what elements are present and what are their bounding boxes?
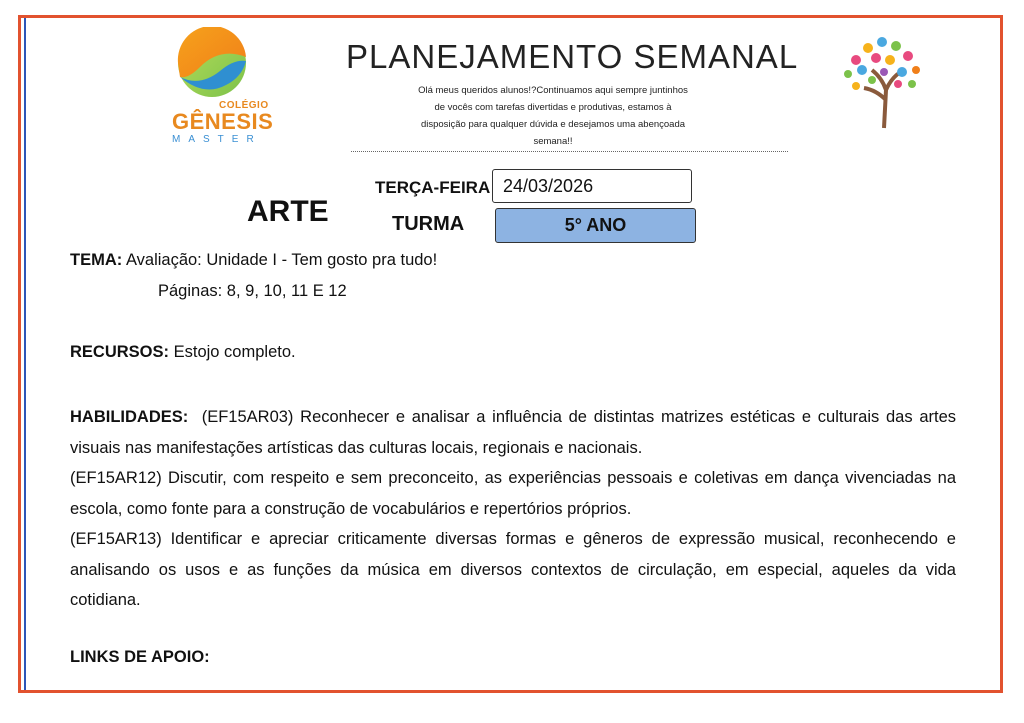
date-field: 24/03/2026 [492,169,692,203]
greeting-text: Olá meus queridos alunos!?Continuamos aqui sempre juntinhos de vocês com tarefas divertidas e produtivas, estamos à disposição para qualquer dúvida e desejamos uma abençoada semana!! [418,85,688,147]
logo-sub-text: MASTER [172,134,262,145]
recursos-section [70,343,296,362]
day-label: TERÇA-FEIRA [375,178,491,197]
habilidade-ef15ar03: (EF15AR03) Reconhecer e analisar a influência de distintas matrizes estéticas e culturais das artes visuais nas manifestações artísticas das culturas locais, regionais e nacionais. [70,408,956,457]
logo-name-text: GÊNESIS [172,109,274,134]
logo-school-text: COLÉGIO [219,100,269,111]
margin-line [24,18,26,690]
links-label: LINKS DE APOIO: [70,648,210,666]
recursos-label: RECURSOS: [70,343,170,361]
recursos-text: Estojo completo. [173,343,296,361]
colorful-tree-icon [836,30,926,130]
page-title: PLANEJAMENTO SEMANAL [346,38,799,75]
subject-title: ARTE [247,195,329,228]
habilidade-ef15ar13: (EF15AR13) Identificar e apreciar criticamente diversas formas e gêneros de expressão musical, reconhecendo e analisando os usos e as funções da música em diversos contextos de circulação, em especial, aqueles da vida cotidiana. [70,530,956,609]
tema-label: TEMA: [70,251,123,269]
habilidades-section [70,402,956,616]
dotted-divider [351,151,788,152]
tema-text: Avaliação: Unidade I - Tem gosto pra tudo! [125,251,438,269]
turma-value: 5° ANO [495,208,696,243]
habilidade-ef15ar12: (EF15AR12) Discutir, com respeito e sem preconceito, as experiências pessoais e coletivas em dança vivenciadas na escola, como fonte para a construção de vocabulários e repertórios próprios. [70,469,956,518]
turma-label: TURMA [392,213,465,235]
tema-section [70,251,437,270]
habilidades-label: HABILIDADES: [70,408,189,426]
tema-pages: Páginas: 8, 9, 10, 11 E 12 [158,282,347,300]
